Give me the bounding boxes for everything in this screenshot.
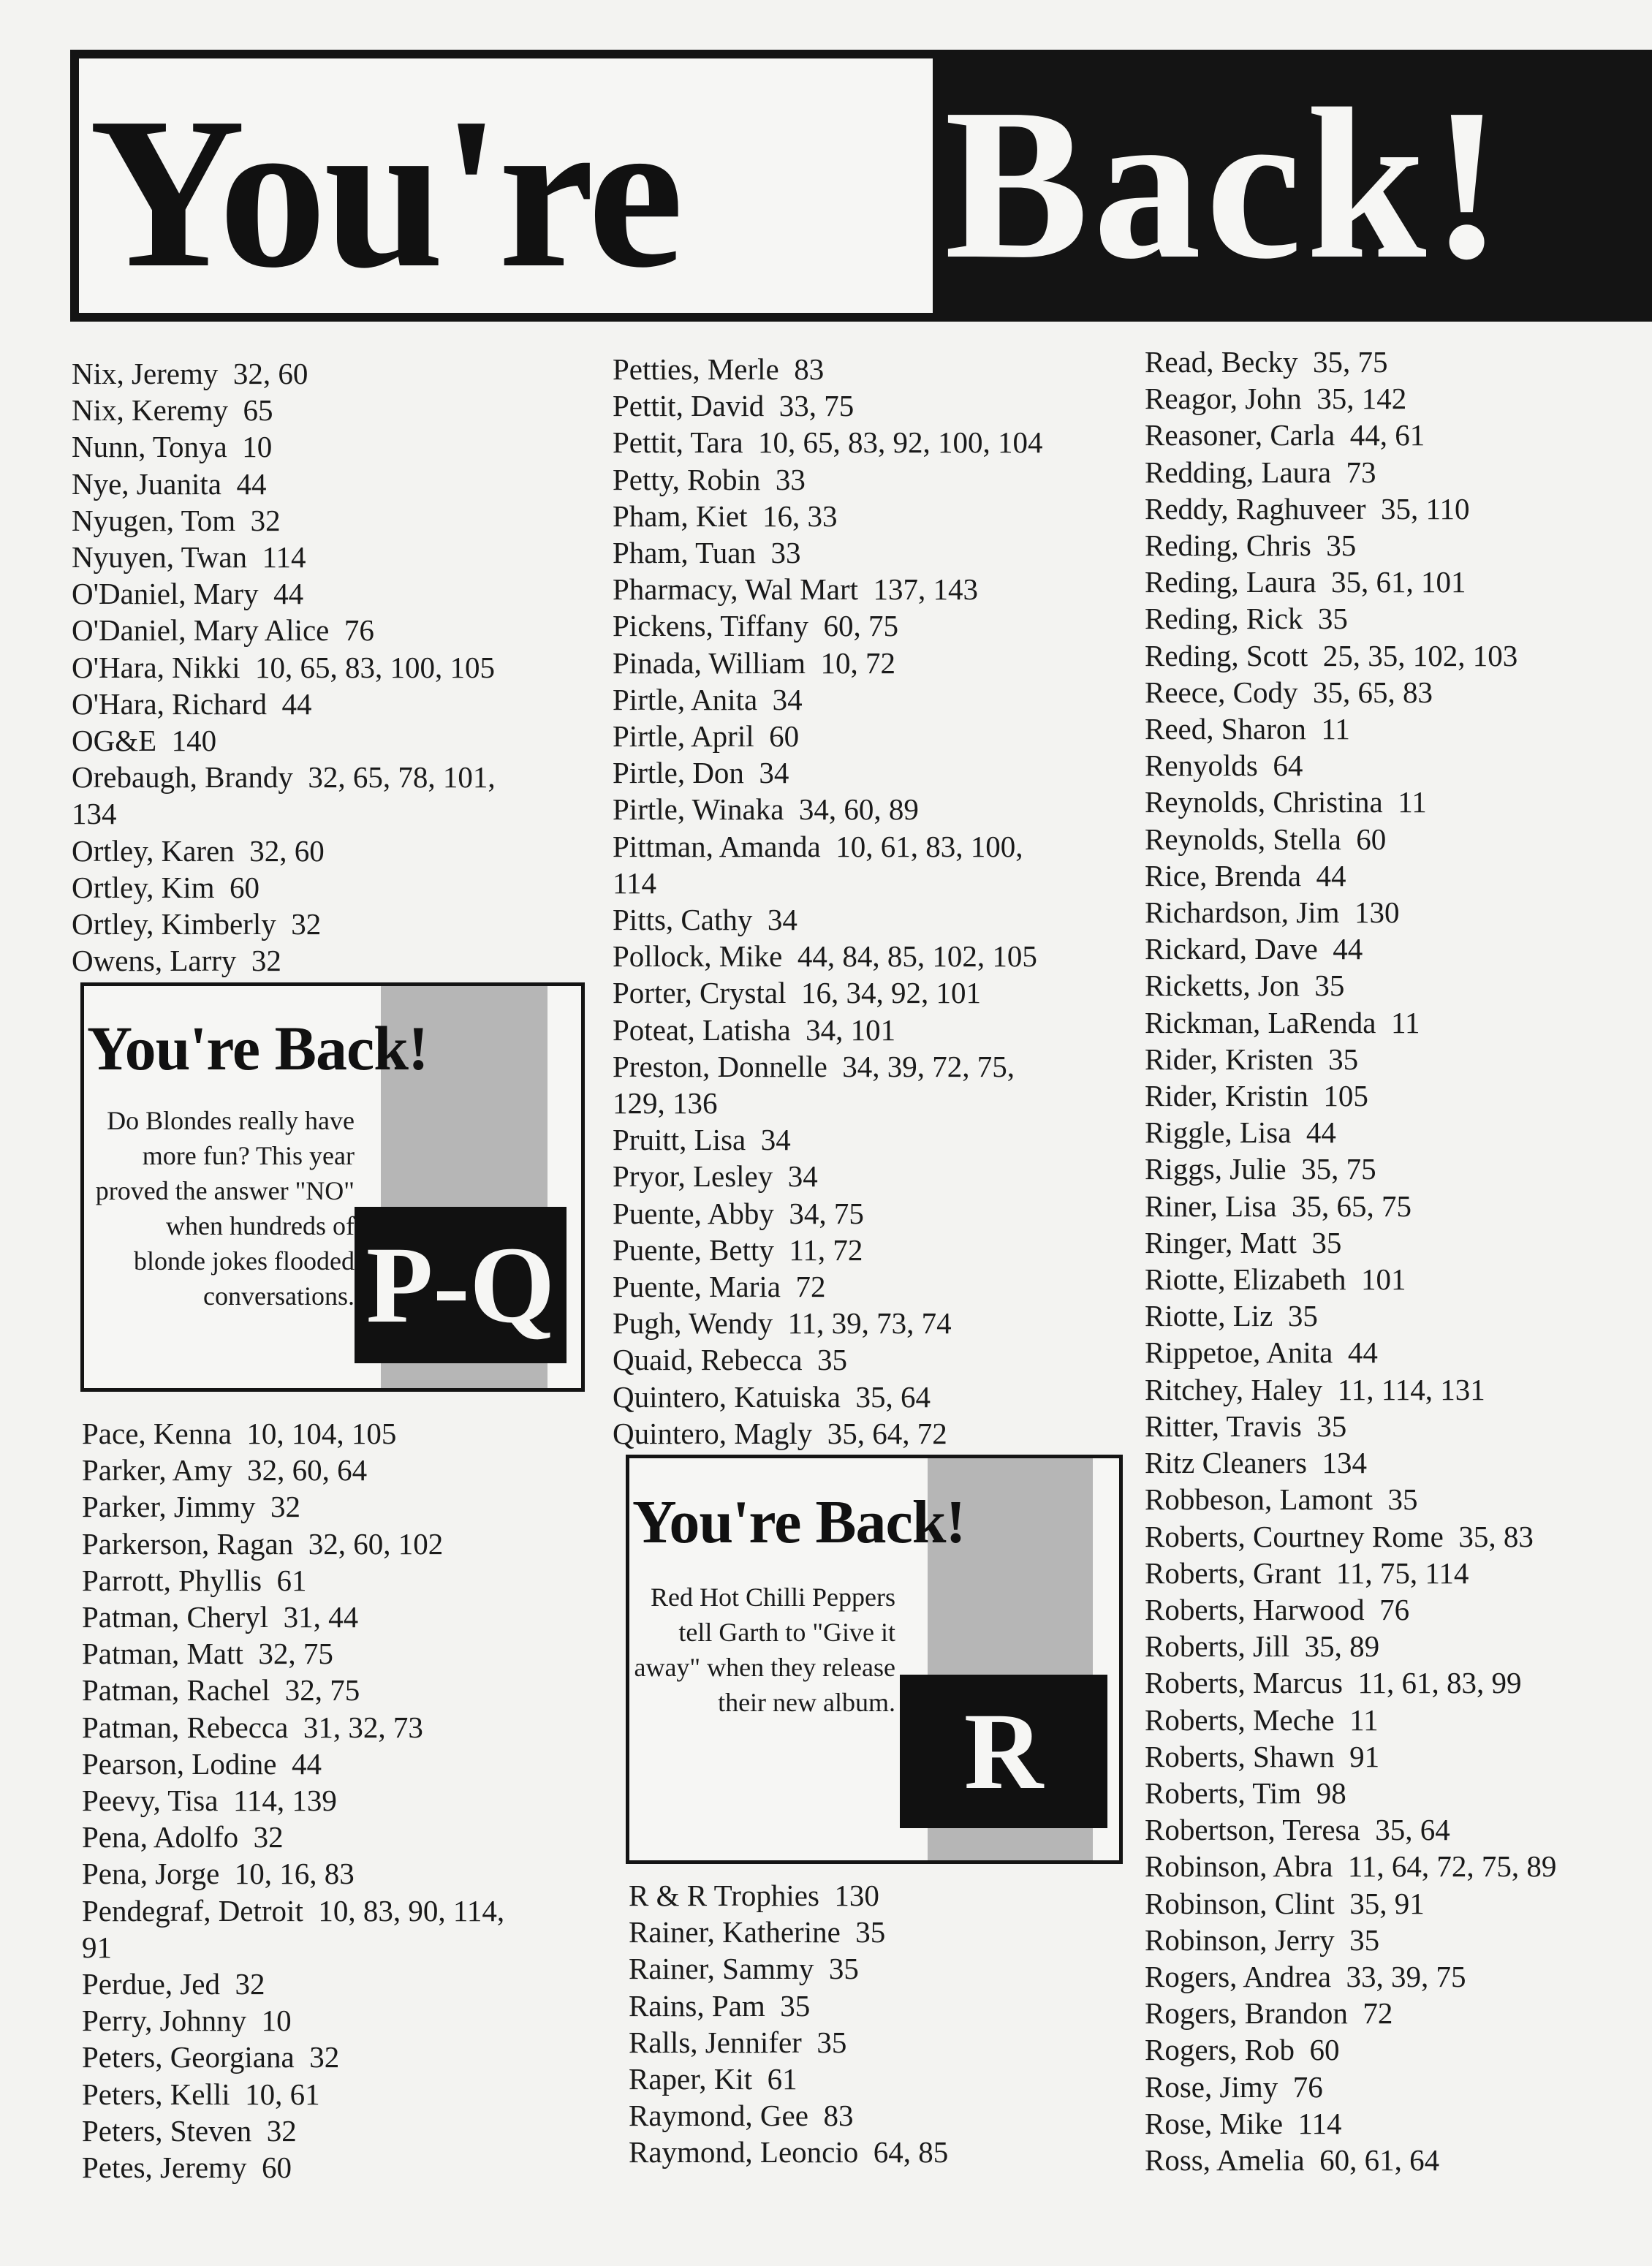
index-entry: Rice, Brenda 44 [1145,858,1346,893]
index-entry: Petes, Jeremy 60 [82,2151,292,2185]
sidebar-box-r [626,1455,1123,1864]
index-entry: Raper, Kit 61 [629,2062,797,2096]
index-entry: Roberts, Marcus 11, 61, 83, 99 [1145,1666,1522,1700]
index-entry: Roberts, Harwood 76 [1145,1592,1410,1626]
index-entry: Reding, Laura 35, 61, 101 [1145,565,1466,599]
index-entry: R & R Trophies 130 [629,1879,879,1912]
sidebar-box-pq [80,982,585,1392]
index-entry: Rogers, Rob 60 [1145,2033,1340,2067]
index-entry: Roberts, Jill 35, 89 [1145,1629,1380,1664]
index-entry: Pena, Adolfo 32 [82,1820,284,1854]
index-entry: Robinson, Clint 35, 91 [1145,1886,1425,1920]
index-entry: Rickman, LaRenda 11 [1145,1005,1420,1039]
index-entry: Pettit, Tara 10, 65, 83, 92, 100, 104 [613,425,1043,460]
index-entry: Quintero, Magly 35, 64, 72 [613,1416,947,1450]
index-entry: 114 [613,865,656,900]
index-entry: Pena, Jorge 10, 16, 83 [82,1857,355,1891]
index-entry: Pearson, Lodine 44 [82,1746,322,1781]
index-entry: O'Daniel, Mary Alice 76 [72,613,374,648]
index-entry: Peevy, Tisa 114, 139 [82,1784,337,1818]
index-entry: Patman, Cheryl 31, 44 [82,1600,359,1634]
index-entry: Reynolds, Christina 11 [1145,785,1427,819]
index-entry: OG&E 140 [72,724,217,758]
section-letter-badge: R [900,1675,1107,1828]
index-entry: Patman, Rachel 32, 75 [82,1673,360,1708]
index-entry: Roberts, Grant 11, 75, 114 [1145,1555,1469,1590]
index-entry: Rider, Kristen 35 [1145,1042,1359,1076]
index-entry: Riotte, Liz 35 [1145,1299,1318,1333]
index-entry: Porter, Crystal 16, 34, 92, 101 [613,976,981,1010]
index-entry: Owens, Larry 32 [72,944,281,978]
index-entry: Quaid, Rebecca 35 [613,1343,848,1377]
index-entry: Rickard, Dave 44 [1145,932,1363,966]
sidebar-text: Do Blondes really have more fun? This year proved the answer "NO" when hundreds of blonde jokes flooded conversations. [95,1106,355,1311]
index-entry: Reasoner, Carla 44, 61 [1145,418,1425,452]
index-entry: Quintero, Katuiska 35, 64 [613,1379,931,1414]
index-column-1 [72,355,569,979]
index-entry: O'Hara, Nikki 10, 65, 83, 100, 105 [72,650,496,684]
index-entry: Peters, Steven 32 [82,2113,297,2148]
index-entry: Parker, Amy 32, 60, 64 [82,1453,368,1488]
index-entry: Reed, Sharon 11 [1145,712,1350,746]
index-entry: Nix, Jeremy 32, 60 [72,357,308,390]
index-entry: Ralls, Jennifer 35 [629,2025,847,2059]
index-entry: Ortley, Karen 32, 60 [72,833,325,868]
sidebar-title: You're Back! [632,1488,966,1556]
index-entry: Pitts, Cathy 34 [613,903,797,937]
index-entry: Rogers, Andrea 33, 39, 75 [1145,1959,1466,1993]
index-entry: Rainer, Sammy 35 [629,1952,859,1986]
index-entry: Robinson, Abra 11, 64, 72, 75, 89 [1145,1849,1557,1884]
index-entry: Raymond, Gee 83 [629,2099,854,2133]
index-entry: Riggs, Julie 35, 75 [1145,1152,1376,1186]
index-entry: Parker, Jimmy 32 [82,1490,300,1524]
index-entry: Ricketts, Jon 35 [1145,969,1345,1003]
index-entry: Raymond, Leoncio 64, 85 [629,2135,949,2170]
index-entry: Rains, Pam 35 [629,1988,811,2023]
index-column-2-lower [629,1877,1140,2171]
index-column-1-lower [82,1415,594,2186]
index-entry: Ortley, Kim 60 [72,870,259,904]
sidebar-text: Red Hot Chilli Peppers tell Garth to "Give it away" when they release their new album. [634,1583,895,1717]
index-entry: Reece, Cody 35, 65, 83 [1145,675,1433,709]
index-entry: Redding, Laura 73 [1145,455,1376,489]
index-entry: Perdue, Jed 32 [82,1967,265,2001]
index-column-2 [613,351,1139,1452]
index-entry: Pruitt, Lisa 34 [613,1123,791,1157]
index-entry: Pham, Tuan 33 [613,536,801,570]
index-entry: Pham, Kiet 16, 33 [613,499,838,533]
index-entry: Ritter, Travis 35 [1145,1409,1347,1443]
index-entry: Peters, Georgiana 32 [82,2040,340,2074]
index-entry: Pirtle, Winaka 34, 60, 89 [613,792,919,827]
index-entry: Pettit, David 33, 75 [613,389,855,423]
index-entry: Ritz Cleaners 134 [1145,1446,1368,1480]
index-entry: Parkerson, Ragan 32, 60, 102 [82,1526,444,1561]
index-entry: Pendegraf, Detroit 10, 83, 90, 114, [82,1893,505,1928]
index-entry: Ringer, Matt 35 [1145,1225,1342,1259]
index-entry: Patman, Matt 32, 75 [82,1637,333,1671]
index-entry: Rippetoe, Anita 44 [1145,1335,1378,1370]
index-entry: Pirtle, April 60 [613,719,800,754]
index-entry: Nye, Juanita 44 [72,466,267,501]
index-entry: Patman, Rebecca 31, 32, 73 [82,1710,423,1744]
header-banner-light-panel [79,58,933,313]
index-entry: Reddy, Raghuveer 35, 110 [1145,491,1470,526]
index-entry: Rose, Mike 114 [1145,2106,1342,2140]
index-entry: Pollock, Mike 44, 84, 85, 102, 105 [613,939,1037,974]
index-entry: Reagor, John 35, 142 [1145,382,1407,416]
index-entry: Richardson, Jim 130 [1145,895,1400,930]
index-entry: Rose, Jimy 76 [1145,2069,1323,2104]
index-entry: Perry, Johnny 10 [82,2004,292,2038]
index-entry: Riotte, Elizabeth 101 [1145,1262,1406,1297]
index-entry: Pryor, Lesley 34 [613,1159,818,1194]
index-entry: Roberts, Tim 98 [1145,1776,1346,1810]
index-entry: Rogers, Brandon 72 [1145,1996,1393,2031]
index-entry: Roberts, Courtney Rome 35, 83 [1145,1519,1534,1553]
index-entry: Robinson, Jerry 35 [1145,1922,1380,1957]
index-entry: Poteat, Latisha 34, 101 [613,1012,896,1047]
index-entry: Roberts, Meche 11 [1145,1702,1379,1737]
index-entry: Ritchey, Haley 11, 114, 131 [1145,1372,1485,1406]
index-column-3 [1145,344,1652,2178]
index-entry: O'Daniel, Mary 44 [72,577,304,611]
index-entry: Rainer, Katherine 35 [629,1915,886,1949]
index-entry: Petties, Merle 83 [613,352,825,386]
index-entry: Pittman, Amanda 10, 61, 83, 100, [613,829,1023,863]
index-entry: Reding, Chris 35 [1145,528,1357,563]
index-entry: Pugh, Wendy 11, 39, 73, 74 [613,1306,952,1341]
index-entry: Peters, Kelli 10, 61 [82,2077,320,2111]
index-entry: Robertson, Teresa 35, 64 [1145,1813,1450,1847]
index-entry: Pirtle, Don 34 [613,756,789,790]
index-entry: Puente, Abby 34, 75 [613,1196,864,1230]
index-entry: Puente, Maria 72 [613,1270,826,1304]
index-entry: Nyugen, Tom 32 [72,503,281,537]
index-entry: Renyolds 64 [1145,749,1303,783]
index-entry: 91 [82,1930,112,1964]
banner-word-youre: You're [89,73,681,313]
index-entry: Orebaugh, Brandy 32, 65, 78, 101, [72,760,496,795]
index-entry: Reding, Rick 35 [1145,602,1348,636]
section-letter-badge: P-Q [355,1207,567,1363]
sidebar-title: You're Back! [87,1013,428,1083]
index-entry: Robbeson, Lamont 35 [1145,1482,1418,1517]
index-entry: Pharmacy, Wal Mart 137, 143 [613,572,978,607]
index-entry: Pirtle, Anita 34 [613,682,803,716]
index-entry: Riner, Lisa 35, 65, 75 [1145,1189,1412,1223]
index-entry: Parrott, Phyllis 61 [82,1563,307,1597]
index-entry: Pinada, William 10, 72 [613,645,896,680]
index-entry: Read, Becky 35, 75 [1145,345,1388,379]
header-banner [70,50,1652,322]
banner-word-back: Back! [944,64,1507,304]
index-entry: Reding, Scott 25, 35, 102, 103 [1145,638,1518,672]
index-entry: Nyuyen, Twan 114 [72,540,306,575]
index-entry: Ortley, Kimberly 32 [72,907,322,941]
index-entry: Pace, Kenna 10, 104, 105 [82,1417,397,1450]
index-entry: Puente, Betty 11, 72 [613,1232,863,1267]
index-entry: Reynolds, Stella 60 [1145,822,1387,856]
index-entry: 129, 136 [613,1086,718,1121]
index-entry: Preston, Donnelle 34, 39, 72, 75, [613,1049,1015,1083]
index-entry: Petty, Robin 33 [613,462,806,496]
index-entry: Nix, Keremy 65 [72,393,273,428]
index-entry: Nunn, Tonya 10 [72,430,273,464]
index-entry: Pickens, Tiffany 60, 75 [613,609,899,643]
index-entry: 134 [72,797,117,831]
index-entry: Rider, Kristin 105 [1145,1079,1368,1113]
index-entry: O'Hara, Richard 44 [72,686,312,721]
index-entry: Roberts, Shawn 91 [1145,1739,1380,1773]
index-entry: Riggle, Lisa 44 [1145,1115,1336,1150]
index-entry: Ross, Amelia 60, 61, 64 [1145,2142,1440,2177]
